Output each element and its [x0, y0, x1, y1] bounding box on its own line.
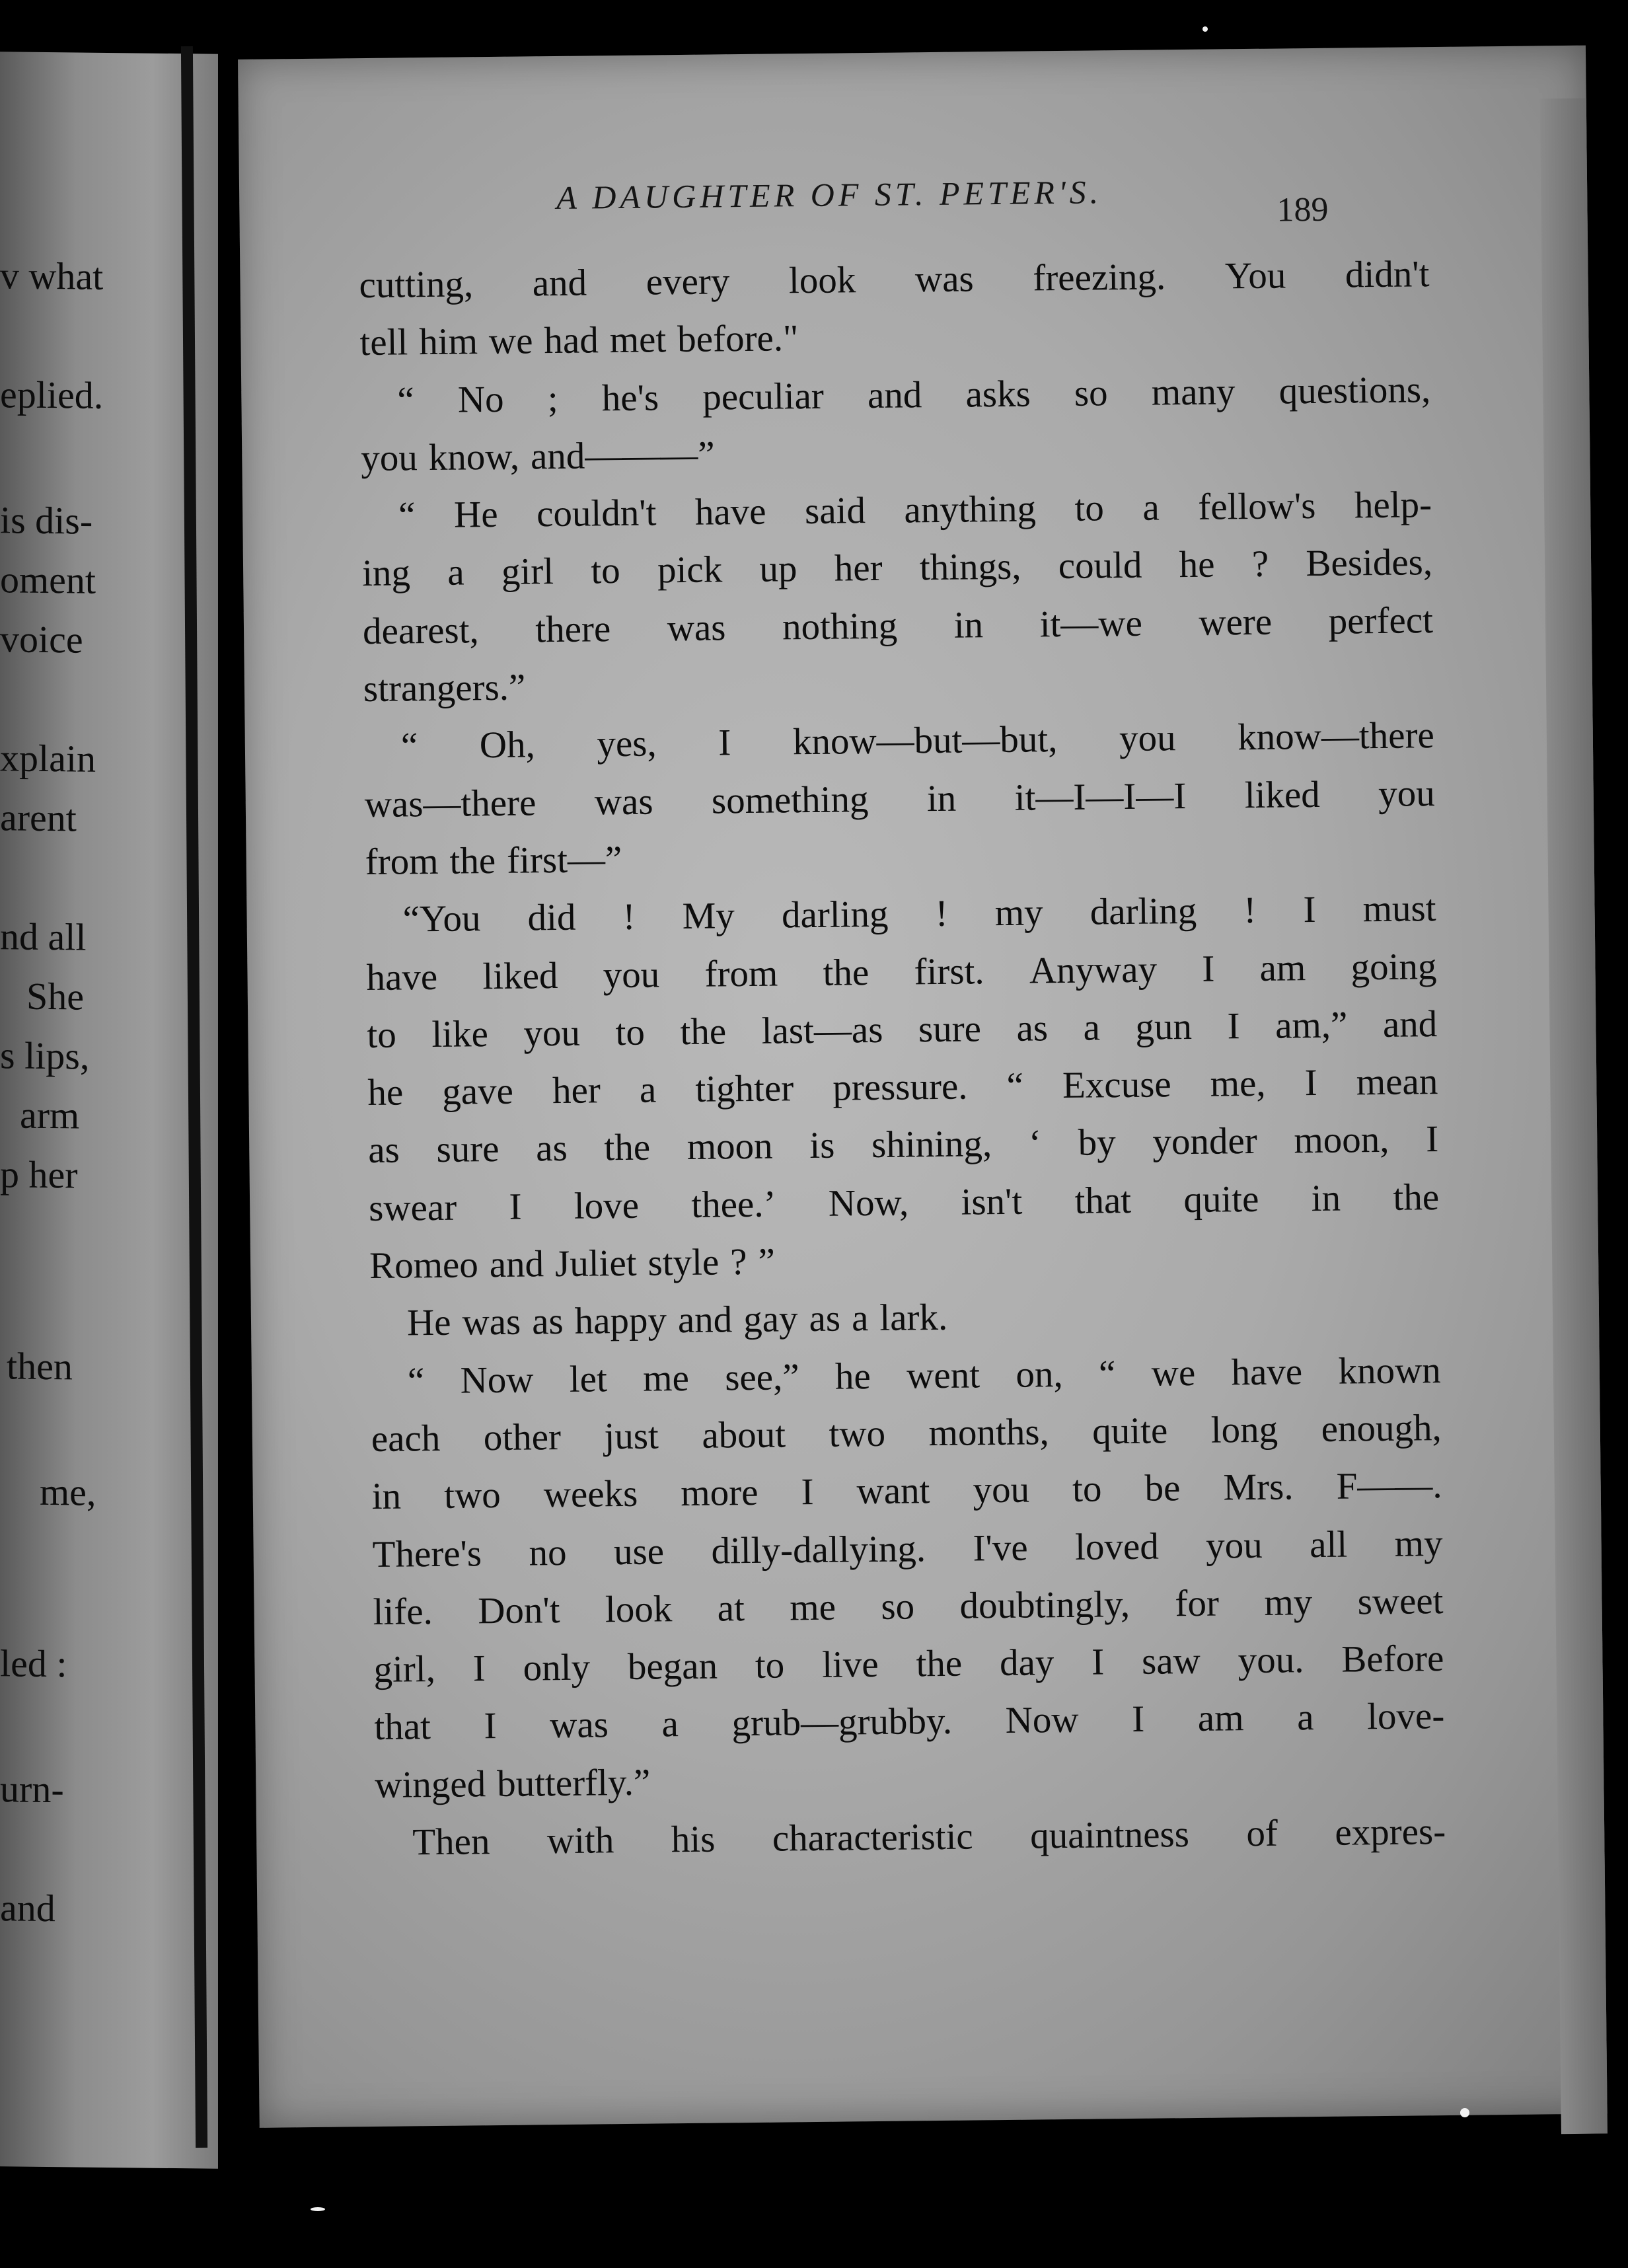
text-word: went [906, 1353, 980, 1397]
text-word: I [1131, 1698, 1145, 1741]
text-word: thee.’ [690, 1183, 776, 1226]
text-word: Oh, [479, 724, 536, 767]
text-word: a [639, 1069, 657, 1111]
text-word: her [552, 1069, 601, 1112]
text-word: Romeo [369, 1244, 479, 1287]
text-word: her [834, 547, 883, 590]
text-word: day [999, 1642, 1054, 1684]
text-word: Before [1341, 1638, 1444, 1681]
text-word: life. [373, 1590, 433, 1633]
text-word: “ [1006, 1065, 1024, 1108]
text-word: and [532, 262, 587, 305]
text-line [366, 938, 1437, 1006]
text-line [371, 1399, 1442, 1468]
text-word: the [1393, 1176, 1440, 1219]
text-word: the [680, 1010, 727, 1053]
text-word: “ [397, 379, 415, 422]
text-word: know—but—but, [792, 718, 1058, 763]
text-word: want [856, 1470, 930, 1513]
text-word: ing [361, 552, 411, 595]
text-word: ‘ [1028, 1122, 1042, 1165]
text-word: freezing. [1032, 256, 1166, 299]
text-word: you [603, 953, 660, 996]
text-word: by [1078, 1121, 1116, 1164]
text-word: as [367, 1129, 400, 1172]
text-word: could [1058, 545, 1142, 587]
text-word: as [531, 1301, 564, 1343]
text-word: as [809, 1297, 841, 1340]
dust-speck [1460, 2108, 1469, 2117]
text-word: know, [428, 435, 520, 478]
text-word: fellow's [1197, 485, 1316, 529]
text-word: from [365, 840, 439, 884]
text-word: There's [372, 1532, 482, 1575]
text-word: had [544, 319, 599, 362]
text-word: He [453, 494, 498, 536]
text-word: expres- [1335, 1811, 1446, 1854]
text-word: use [613, 1530, 665, 1573]
text-word: girl [501, 550, 554, 593]
text-word: Mrs. [1223, 1466, 1294, 1509]
text-word: “You [402, 897, 481, 940]
text-word: questions, [1278, 368, 1431, 412]
text-word: dilly-dallying. [711, 1527, 926, 1572]
text-line [371, 1456, 1442, 1525]
text-line [370, 1283, 1441, 1352]
text-word: at [717, 1587, 745, 1630]
text-line [363, 591, 1434, 660]
text-word: that [374, 1706, 431, 1749]
text-word: the [916, 1642, 963, 1685]
text-word: first. [914, 950, 984, 993]
text-word: Now, [828, 1182, 909, 1225]
text-line [359, 303, 1430, 371]
text-word: a [1083, 1006, 1101, 1049]
text-word: weeks [543, 1473, 638, 1516]
text-word: “ [398, 494, 416, 537]
text-word: loved [1074, 1525, 1160, 1568]
text-line [375, 1803, 1446, 1871]
text-word: lark. [879, 1297, 948, 1340]
text-word: was [462, 1301, 521, 1343]
text-word: as [1016, 1007, 1049, 1049]
text-word: darling [1090, 890, 1197, 933]
text-line [367, 995, 1438, 1064]
text-word: you. [1238, 1639, 1304, 1682]
text-word: am,” [1275, 1004, 1348, 1047]
text-word: gun [1135, 1005, 1193, 1048]
previous-page-line: s lips, [0, 1034, 90, 1078]
text-line [363, 649, 1434, 718]
text-word: the [604, 1127, 651, 1169]
text-word: in [1311, 1177, 1341, 1219]
text-word: sure [918, 1008, 982, 1051]
previous-page-line: She [26, 974, 84, 1018]
text-word: my [994, 891, 1043, 934]
text-word: known [1338, 1349, 1442, 1392]
previous-page-line: xplain [0, 736, 96, 780]
text-word: was—there [364, 782, 536, 825]
text-word: a [447, 551, 464, 594]
text-line [374, 1687, 1445, 1756]
book-page [238, 46, 1608, 2128]
text-line [372, 1515, 1443, 1583]
text-word: to [755, 1644, 785, 1687]
text-word: nothing [782, 605, 898, 648]
text-word: with [546, 1819, 614, 1862]
text-word: months, [928, 1411, 1050, 1455]
text-word: his [671, 1818, 716, 1861]
text-word: ! [1243, 889, 1257, 932]
text-word: happy [574, 1299, 667, 1343]
text-word: yonder [1152, 1120, 1257, 1164]
text-word: “ [407, 1359, 425, 1402]
text-word: am [1197, 1697, 1244, 1740]
text-word: live [821, 1644, 879, 1686]
previous-page-line: voice [0, 617, 83, 662]
text-word: he [1179, 544, 1215, 586]
text-word: from [704, 952, 778, 995]
text-word: you [1205, 1524, 1263, 1567]
text-word: was [549, 1704, 609, 1747]
text-word: something [711, 778, 869, 822]
text-word: it—I—I—I [1014, 775, 1187, 819]
text-word: a [1142, 486, 1160, 529]
text-word: and [867, 373, 922, 416]
text-word: a [661, 1703, 679, 1745]
text-word: for [1175, 1582, 1220, 1625]
text-word: I've [973, 1527, 1028, 1569]
text-word: mean [1356, 1061, 1438, 1104]
text-line [369, 1168, 1440, 1237]
text-word: let [569, 1357, 608, 1400]
text-word: the [823, 951, 870, 994]
text-word: My [682, 895, 735, 938]
text-word: a [1296, 1696, 1314, 1739]
text-word: he [834, 1355, 871, 1398]
text-word: girl, [373, 1648, 436, 1691]
text-word: I [484, 1705, 497, 1747]
text-word: “ [1098, 1352, 1116, 1395]
text-word: only [523, 1646, 591, 1689]
text-word: I [1227, 1005, 1240, 1047]
text-word: gay [743, 1298, 798, 1341]
text-word: was [667, 607, 726, 650]
text-word: look [788, 259, 856, 302]
text-word: no [529, 1531, 567, 1574]
text-word: you [1378, 772, 1436, 815]
text-word: as [535, 1127, 568, 1170]
text-word: shining, [871, 1123, 992, 1166]
text-word: quite [1092, 1410, 1168, 1453]
text-word: couldn't [536, 492, 657, 535]
text-word: sure [436, 1128, 500, 1171]
text-word: doubtingly, [959, 1583, 1130, 1627]
previous-page-line: arm [20, 1093, 80, 1137]
text-word: ” [758, 1240, 776, 1283]
text-word: Besides, [1306, 541, 1433, 585]
text-word: each [371, 1417, 441, 1460]
dust-speck [311, 2207, 325, 2211]
text-word: we [488, 320, 533, 363]
text-word: Juliet [554, 1242, 637, 1285]
previous-page-line: nd all [0, 915, 87, 959]
text-word: going [1350, 945, 1437, 988]
previous-page-line: p her [0, 1153, 78, 1197]
text-word: I [1202, 948, 1215, 990]
text-word: see,” [724, 1355, 799, 1399]
text-line [368, 1111, 1439, 1180]
previous-page-line: then [7, 1344, 73, 1388]
text-word: Don't [477, 1589, 560, 1632]
text-word: we [1151, 1351, 1196, 1394]
text-word: I [801, 1471, 814, 1513]
previous-page-line: led : [0, 1642, 67, 1686]
text-word: and———” [530, 434, 715, 478]
text-word: enough, [1321, 1406, 1442, 1450]
text-word: two [829, 1412, 886, 1455]
text-word: tell [359, 321, 408, 364]
text-word: cutting, [359, 263, 474, 307]
text-word: Anyway [1029, 948, 1158, 992]
text-word: love- [1366, 1695, 1445, 1738]
text-word: ? [1251, 543, 1269, 586]
text-word: F——. [1336, 1464, 1442, 1507]
text-word: I [1303, 889, 1316, 931]
text-word: began [627, 1645, 718, 1688]
text-word: is [809, 1125, 835, 1167]
text-word: quite [1183, 1178, 1259, 1221]
text-word: was [594, 780, 653, 823]
text-line [373, 1630, 1444, 1698]
text-word: liked [482, 954, 558, 997]
page-number: 189 [1276, 190, 1329, 229]
text-word: “ [400, 725, 418, 767]
text-word: up [759, 548, 797, 591]
text-word: isn't [961, 1180, 1023, 1223]
text-word: I [1425, 1118, 1439, 1160]
text-word: liked [1244, 773, 1321, 816]
text-word: have [694, 490, 766, 533]
text-word: other [483, 1416, 562, 1459]
text-word: to [367, 1014, 397, 1056]
text-line [373, 1572, 1444, 1641]
text-line [360, 361, 1431, 430]
text-line [361, 476, 1432, 545]
text-word: pressure. [832, 1065, 968, 1109]
text-word: first—” [506, 838, 622, 882]
text-word: tighter [695, 1067, 794, 1110]
dust-speck [1202, 26, 1208, 32]
text-word: all [1309, 1523, 1348, 1566]
text-word: in [926, 777, 957, 819]
text-word: on, [1016, 1353, 1063, 1396]
text-word: have [366, 956, 438, 999]
text-word: anything [904, 488, 1037, 531]
text-word: help- [1354, 484, 1432, 527]
text-word: butterfly.” [496, 1761, 651, 1805]
text-word: more [681, 1472, 758, 1515]
text-word: to [591, 550, 621, 592]
text-word: just [604, 1415, 659, 1458]
text-word: it—we [1039, 602, 1143, 646]
text-word: you [973, 1468, 1030, 1511]
text-word: my [1264, 1581, 1313, 1624]
text-word: before." [677, 317, 799, 361]
text-word: my [1394, 1522, 1443, 1565]
page-edge [1540, 98, 1608, 2135]
text-word: ! [622, 896, 636, 938]
text-word: Now [1005, 1699, 1079, 1742]
previous-page-line: me, [40, 1470, 96, 1514]
text-word: every [646, 260, 730, 303]
text-word: grub—grubby. [731, 1700, 953, 1745]
text-word: ! [935, 893, 948, 935]
previous-page-line: v what [0, 254, 104, 298]
text-word: met [609, 319, 667, 361]
text-word: and [489, 1243, 544, 1286]
text-line [371, 1342, 1442, 1410]
running-head: A DAUGHTER OF ST. PETER'S. [556, 173, 1103, 216]
text-word: gave [441, 1070, 514, 1114]
text-word: characteristic [772, 1815, 973, 1860]
text-word: saw [1141, 1640, 1201, 1682]
text-word: You [1224, 254, 1286, 297]
text-word: did [527, 896, 576, 939]
text-word: so [1074, 371, 1108, 414]
text-word: like [431, 1012, 489, 1055]
text-word: style [648, 1241, 720, 1284]
text-word: know—there [1237, 714, 1435, 759]
text-word: the [449, 839, 496, 882]
text-line [369, 1226, 1440, 1295]
text-word: quaintness [1029, 1813, 1190, 1857]
text-word: to [1074, 487, 1105, 529]
text-word: that [1074, 1179, 1132, 1222]
text-word: and [677, 1299, 733, 1342]
text-word: sweet [1357, 1579, 1444, 1623]
text-word: I [1091, 1641, 1105, 1683]
text-word: him [418, 321, 478, 363]
text-word: didn't [1345, 253, 1430, 296]
text-word: darling [781, 893, 889, 936]
text-word: moon, [1294, 1119, 1389, 1162]
text-word: and [1382, 1002, 1438, 1045]
text-word: said [804, 490, 866, 533]
text-word: you [360, 437, 418, 479]
text-word: perfect [1328, 599, 1434, 642]
text-word: to [615, 1011, 646, 1053]
text-line [361, 418, 1432, 487]
text-word: many [1151, 370, 1236, 414]
text-word: there [535, 607, 611, 651]
text-word: Now [460, 1359, 534, 1402]
text-line [363, 706, 1434, 775]
text-word: look [605, 1588, 673, 1631]
text-word: I [472, 1647, 486, 1690]
text-word: swear [368, 1186, 457, 1229]
text-line [365, 822, 1436, 891]
text-word: peculiar [702, 375, 825, 418]
previous-page-line: arent [0, 796, 77, 840]
text-word: last—as [761, 1008, 883, 1052]
text-word: winged [375, 1762, 486, 1806]
text-word: me [642, 1357, 690, 1400]
text-word: long [1210, 1408, 1278, 1451]
previous-page-line: is dis- [0, 498, 93, 543]
text-word: dearest, [362, 609, 480, 652]
previous-page-line: oment [0, 558, 96, 602]
previous-page-line: and [0, 1886, 56, 1930]
page-text-body [359, 245, 1446, 1871]
text-word: he's [601, 376, 659, 419]
text-word: Then [412, 1821, 490, 1864]
text-word: love [574, 1184, 640, 1227]
text-word: so [881, 1585, 915, 1628]
text-word: me, [1210, 1062, 1266, 1105]
text-word: strangers.” [363, 666, 526, 710]
text-word: am [1259, 946, 1306, 989]
text-line [362, 534, 1433, 603]
text-word: He [406, 1302, 451, 1344]
text-word: No [457, 378, 504, 421]
text-word: be [1144, 1467, 1181, 1509]
text-word: in [953, 604, 984, 646]
text-word: me [789, 1586, 836, 1629]
previous-page-line: eplied. [0, 373, 104, 417]
text-line [365, 880, 1436, 948]
text-word: asks [965, 373, 1031, 416]
text-word: he [367, 1071, 404, 1114]
text-word: ? [729, 1241, 747, 1283]
text-word: yes, [597, 722, 657, 765]
text-word: were [1199, 601, 1273, 644]
text-line [364, 765, 1435, 833]
text-word: I [509, 1186, 522, 1228]
text-word: two [443, 1474, 501, 1517]
text-word: of [1246, 1812, 1278, 1855]
text-word: about [702, 1414, 786, 1456]
text-word: you [523, 1012, 581, 1055]
text-word: moon [686, 1125, 773, 1168]
text-word: have [1231, 1350, 1303, 1394]
previous-page-line: urn- [0, 1767, 64, 1811]
text-word: a [851, 1297, 869, 1340]
text-word: Excuse [1062, 1063, 1171, 1107]
text-word: pick [657, 548, 723, 591]
text-word: I [1304, 1062, 1318, 1104]
text-word: you [1119, 717, 1176, 760]
text-line [367, 1053, 1438, 1121]
text-word: I [718, 722, 731, 764]
text-line [375, 1745, 1446, 1814]
text-word: in [371, 1475, 402, 1518]
text-word: things, [919, 546, 1021, 589]
text-word: was [914, 258, 974, 301]
text-word: to [1072, 1468, 1102, 1511]
text-word: must [1362, 888, 1436, 930]
text-word: ; [547, 377, 558, 420]
text-line [359, 245, 1430, 314]
